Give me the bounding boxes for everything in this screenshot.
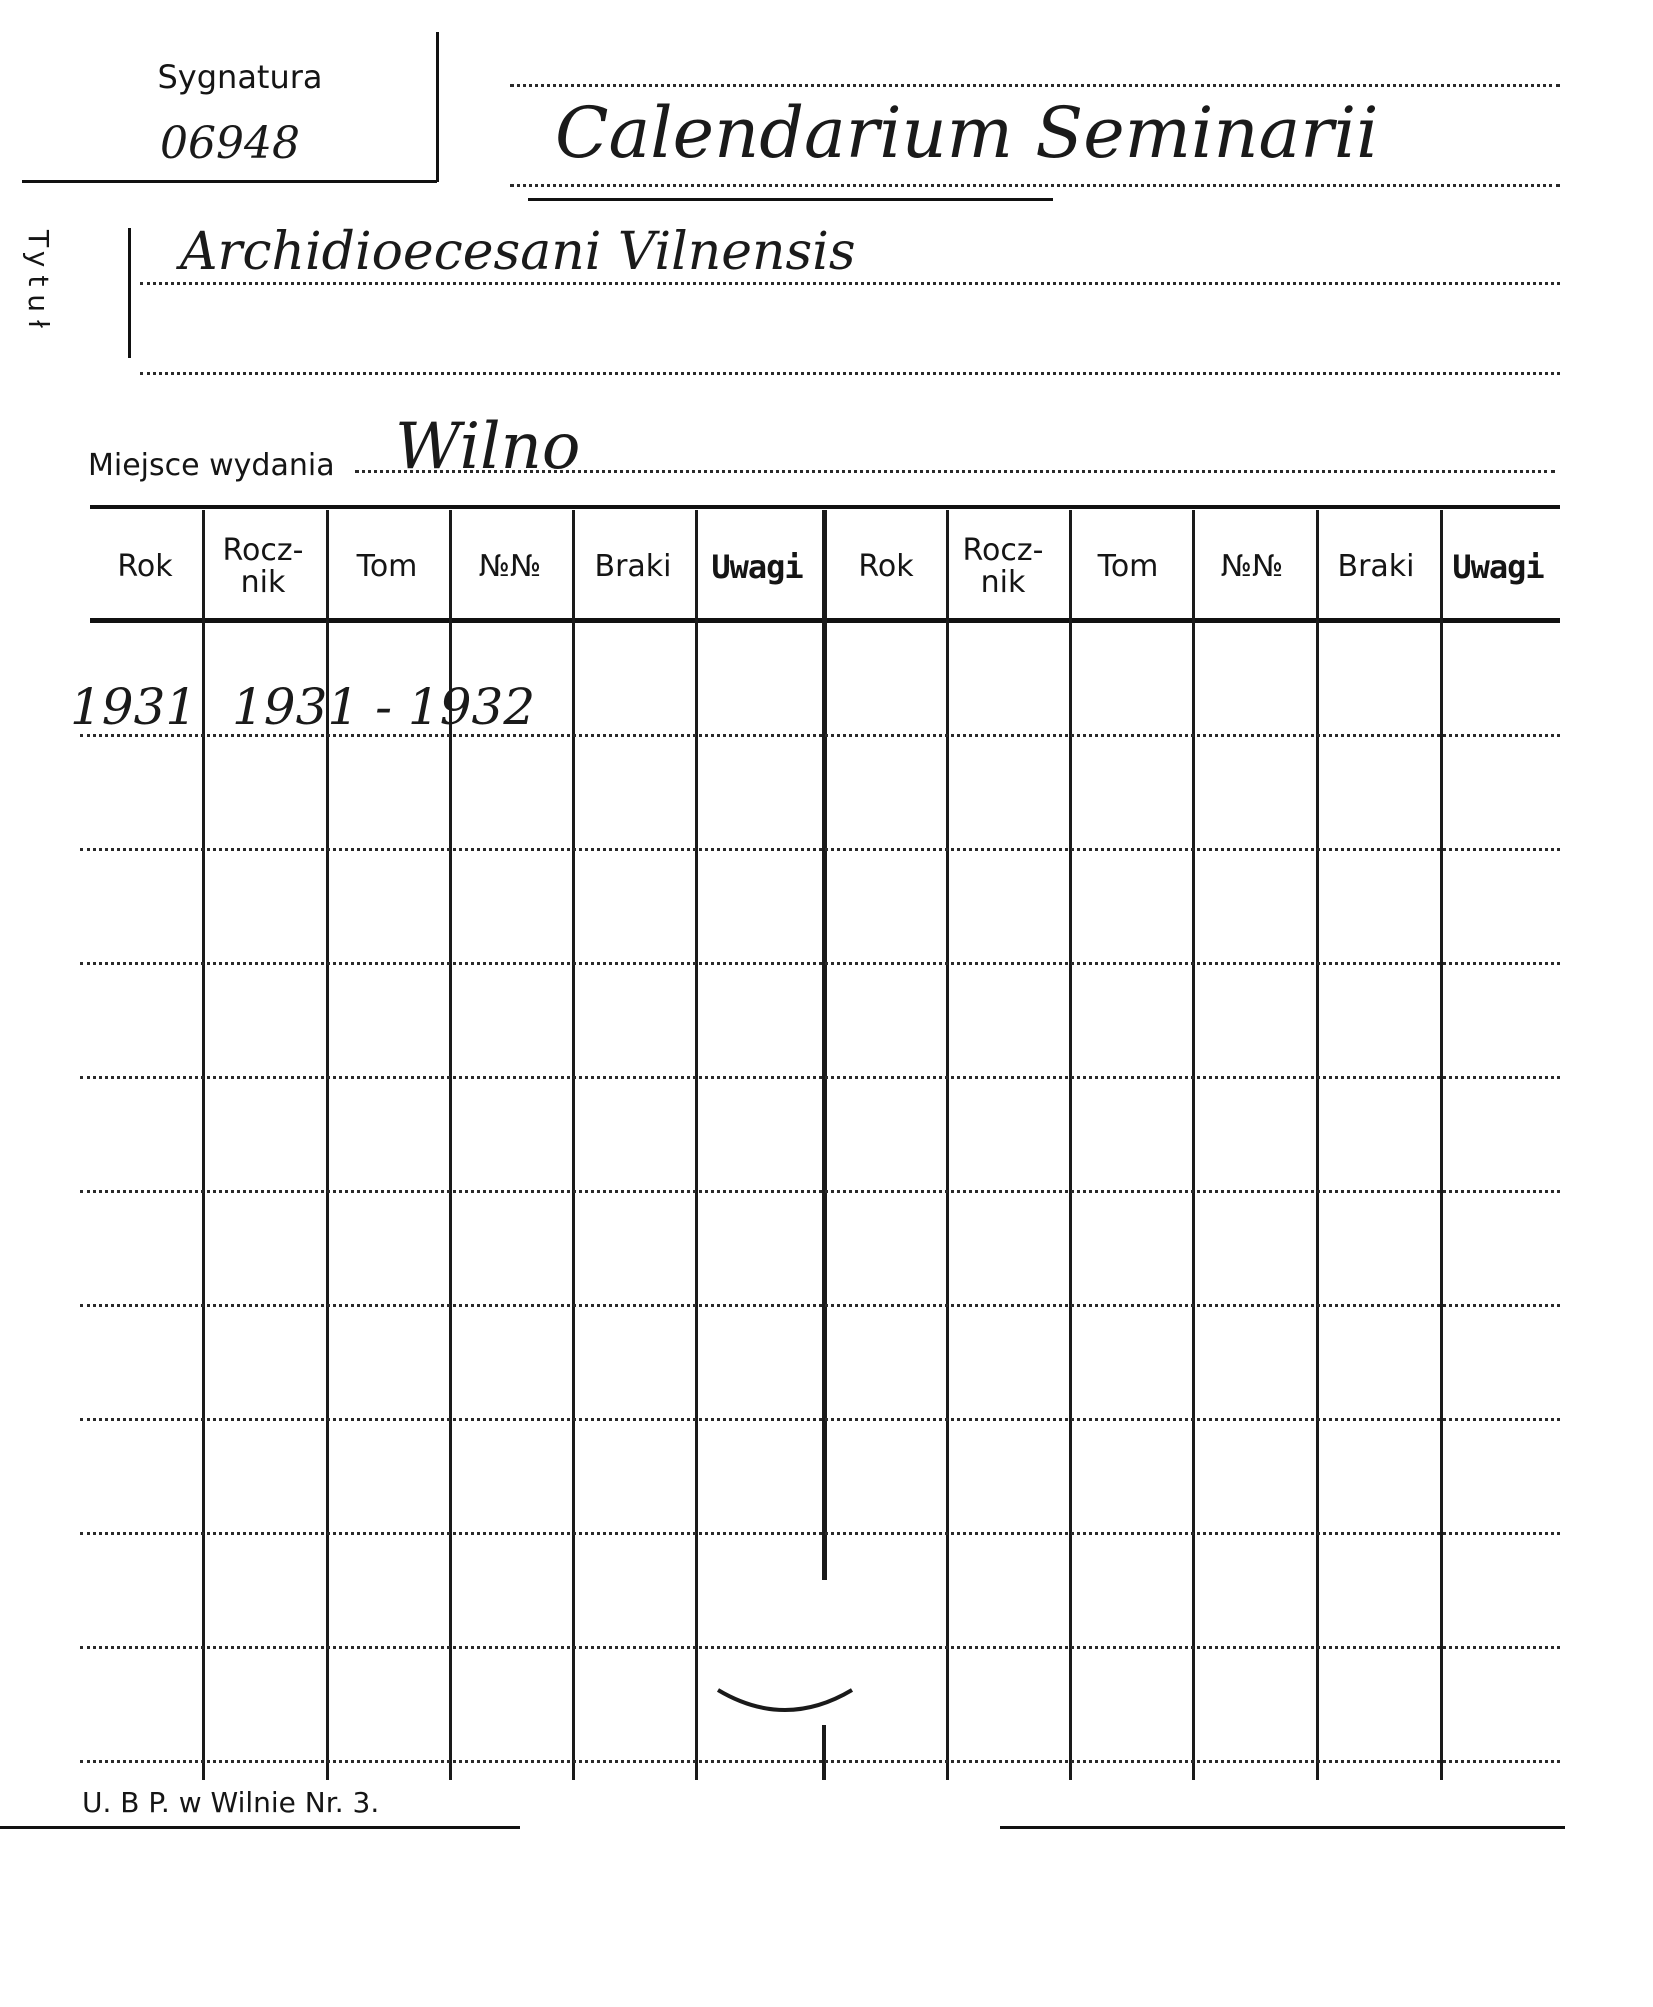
row-line <box>80 962 1560 965</box>
column-divider <box>1192 510 1195 1780</box>
header-tom-1: Tom <box>356 549 418 584</box>
column-divider <box>202 510 205 1780</box>
row-line <box>80 848 1560 851</box>
title-line-2: Archidioecesani Vilnensis <box>180 222 856 282</box>
header-uwagi-1: Uwagi <box>711 548 803 586</box>
row-line <box>80 1076 1560 1079</box>
row-1-rok: 1931 <box>70 678 198 736</box>
header-uwagi-2: Uwagi <box>1452 548 1544 586</box>
footer-print-mark: U. B P. w Wilnie Nr. 3. <box>82 1786 380 1819</box>
card-bottom-edge-right <box>1000 1826 1565 1829</box>
row-line <box>80 1532 1560 1535</box>
title-dotted-line-1 <box>510 84 1560 87</box>
header-rocznik-1: Rocz- nik <box>222 533 304 600</box>
header-braki-2: Braki <box>1337 549 1415 584</box>
center-divider-lower <box>822 1725 826 1780</box>
column-divider <box>946 510 949 1780</box>
title-dotted-line-3 <box>140 282 1560 285</box>
place-value: Wilno <box>395 410 581 484</box>
column-divider <box>572 510 575 1780</box>
header-rocznik-2: Rocz- nik <box>962 533 1044 600</box>
column-divider <box>1440 510 1443 1780</box>
row-line <box>80 1760 1560 1763</box>
header-numbers-2: №№ <box>1220 549 1284 584</box>
column-divider <box>1069 510 1072 1780</box>
title-underline-mark <box>528 198 1053 201</box>
row-line <box>80 1190 1560 1193</box>
title-dotted-line-2 <box>510 184 1560 187</box>
place-dotted-line <box>355 470 1555 473</box>
card-bottom-edge-left <box>0 1826 520 1829</box>
row-line <box>80 1646 1560 1649</box>
title-field-label: Tytuł <box>22 230 55 336</box>
signature-value: 06948 <box>160 118 300 169</box>
signature-box-divider <box>436 32 439 182</box>
signature-underline <box>22 180 437 183</box>
header-numbers-1: №№ <box>478 549 542 584</box>
row-1-rocznik: 1931 - 1932 <box>232 678 536 736</box>
title-dotted-line-4 <box>140 372 1560 375</box>
header-tom-2: Tom <box>1097 549 1159 584</box>
punch-hole-mark <box>710 1660 860 1730</box>
column-divider <box>695 510 698 1780</box>
title-bracket <box>128 228 131 358</box>
signature-label: Sygnatura <box>157 58 323 96</box>
title-line-1: Calendarium Seminarii <box>555 92 1379 174</box>
header-rok-2: Rok <box>858 549 914 584</box>
table-top-border <box>90 505 1560 509</box>
row-line <box>80 1304 1560 1307</box>
row-line <box>80 1418 1560 1421</box>
place-label: Miejsce wydania <box>88 448 335 483</box>
header-braki-1: Braki <box>594 549 672 584</box>
header-rok-1: Rok <box>117 549 173 584</box>
column-divider <box>1316 510 1319 1780</box>
